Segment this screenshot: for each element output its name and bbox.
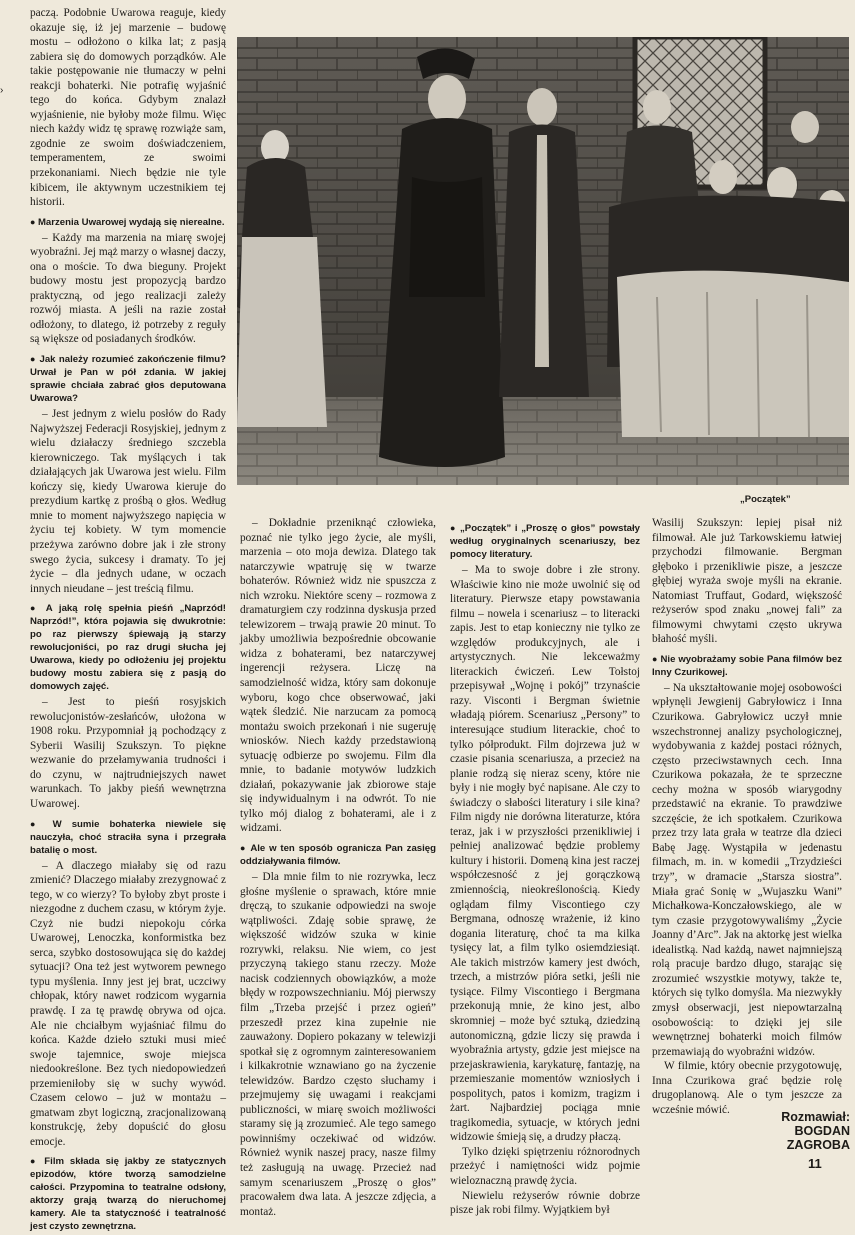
interview-answer: – Jest to pieśń rosyjskich rewolucjonistów-zesłańców, ułożona w 1908 roku. Przypomniał ją pochodzący z Syberii Wasilij Szukszyn. To piękne wezwanie do przełamywania trudności i do czynu, w najtrudniejszych nawet warunkach. To jakby pieśń wewnętrzna Uwarowej. [30,696,226,810]
byline-label: Rozmawiał: [781,1110,850,1124]
interview-question: ● Ale w ten sposób ogranicza Pan zasięg oddziaływania filmów. [240,842,436,868]
interview-answer: paczą. Podobnie Uwarowa reaguje, kiedy okazuje się, iż jej marzenie – budowę mostu – odłożono o kilka lat; z pasją zabiera się do domowych porządków. Ale takie postępowanie nie tłumaczy w pełni reakcji bohaterki. Nie potrafię wyjaśnić tego do końca. Gdybym znalazł wyjaśnienie, nie byłoby może filmu. Więc niech każdy widz tę sprawę rozwiąże sam, zgodnie ze swoim doświadczeniem, temperamentem, ze swoimi przekonaniami. Niech będzie nie tyle kibicem, ile aktywnym uczestnikiem tej historii. [30,7,226,209]
interview-answer: W filmie, który obecnie przygotowuję, Inna Czurikowa grać będzie rolę drugoplanową. Ale o tym jeszcze za wcześnie mówić. [652,1060,842,1116]
text-column-2 [240,516,436,1219]
interview-answer: – A dlaczego miałaby się od razu zmienić? Dlaczego miałaby zrezygnować z tego, w co wierzy? To byłoby zbyt proste i niezgodne z duchem czasu, w którym żyje. Czyż nie budzi niepokoju córka Uwarowej, Lenoczka, konformistka bez serca, szybko dostosowująca się do każdej sytuacji? Ona też jest wytworem pewnego typu myślenia. Inny jest jej brat, uczciwy chłopak, który nawet rodzicom wygarnia prawdę. I za tę prawdę obrywa od ojca. Ale nie chciałbym wyjaśniać filmu do końca. Każde dzieło sztuki musi mieć swoje tajemnice, swoje miejsca niedookreślone. Bez tych niedopowiedzeń przemieniłoby się w suchy wywód. Czasem celowo – już w montażu – gmatwam zbyt logiczną, zracjonalizowaną konstrukcję, żeby dopuścić do głosu emocje. [30,859,226,1148]
interview-question: ● Jak należy rozumieć zakończenie filmu? Urwał je Pan w pół zdania. W jakiej sprawie chciała zabrać głos deputowana Uwarowa? [30,353,226,405]
interview-question: ● „Początek” i „Proszę o głos” powstały według oryginalnych scenariuszy, bez pomocy literatury. [450,522,640,561]
text-column-4 [652,516,842,1117]
interview-answer: Tylko dzięki spiętrzeniu różnorodnych przeżyć i namiętności widz pojmie wieloznaczną prawdę życia. [450,1145,640,1187]
film-still-photo [237,37,849,485]
interview-question: ● Film składa się jakby ze statycznych epizodów, które tworzą samodzielne całości. Przypomina to teatralne odsłony, aktorzy grają twarzą do nieruchomej kamery. Ale ta statyczność i teatralność jest czysto zewnętrzna. [30,1155,226,1233]
page-number: 11 [808,1156,822,1171]
interview-answer: – Jest jednym z wielu posłów do Rady Najwyższej Federacji Rosyjskiej, jednym z wielu działaczy średniego szczebla kierowniczego. Tak myślących i tak działających jak Uwarowa jest wielu. Film kończy się, kiedy Uwarowa kieruje do prezydium kartkę z prośbą o głos. Według mnie to moment najwyższego napięcia w życiu tej kobiety. W tym momencie przeżywa zarówno dobre jak i złe strony swego życia, sukcesy i dramaty. To jej życie – dla jednych udane, w oczach innych nieudane – jest treścią filmu. [30,408,226,595]
text-column-1 [30,6,226,1235]
interviewer-byline [700,1110,850,1152]
interview-question: ● W sumie bohaterka niewiele się nauczyła, choć straciła syna i przegrała batalię o most. [30,818,226,857]
byline-first-name: BOGDAN [794,1124,850,1138]
interview-answer: – Na ukształtowanie mojej osobowości wpłynęli Jewgienij Gabryłowicz i Inna Czurikowa. Gabryłowicz uczył mnie wszechstronnej analizy psychologicznej, wydobywania z każdej postaci różnych, często przeciwstawnych cech. Inna Czurikowa pokazała, że te sprzeczne cechy można w sposób wiarygodny przedstawić na ekranie. To prawdziwe szczęście, że ich spotkałem. Czurikowa przez trzy lata grała w teatrze dla dzieci Babę Jagę. Wystąpiła w jedenastu filmach, m. in. w komedii „Trzydzieści trzy”, w dramacie „Starsza siostra”. Miała grać Sonię w „Wujaszku Wani” Michałkowa-Konczałowskiego, ale w tym czasie przygotowywaliśmy „Życie Joanny d’Arc”. Jak na aktorkę jest wielka idealistką. Nad każdą, nawet najmniejszą rolą pracuje bardzo długo, starając się zrozumieć wszystkie motywy, także te, których się tylko domyśla. Ma niezwykły zmysł obserwacji, jest niepowtarzalną osobowością: to dzięki jej sile wewnętrznej bohaterki moich filmów przemawiają do wyobraźni widzów. [652,681,842,1058]
interview-answer: – Dla mnie film to nie rozrywka, lecz głośne myślenie o sprawach, które mnie dręczą, to szukanie odpowiedzi na swoje wątpliwości. Zdaję sobie sprawę, że większość widzów szuka w kinie rozrywki, relaksu. Nie wiem, co jest przyczyną takiego stanu rzeczy. Może nacisk codziennych obowiązków, a może błędy w rozpowszechnianiu. Mój pierwszy film „Trzeba przejść i przez ogień” przeszedł przez kina zupełnie nie zauważony. Dopiero pokazany w telewizji spotkał się z ogromnym zainteresowaniem i kilkakrotnie wznawiano go na życzenie telewidzów. Bardzo często słuchamy i przejmujemy się uwagami i reakcjami publiczności, w miarę swoich możliwości staramy się ją zrozumieć. Ale tego samego powinniśmy oczekiwać od widzów. Również wynik naszej pracy, nasze filmy też zasługują na uwagę. Przecież nad samym scenariuszem „Proszę o głos” pracowałem dwa lata. A jeszcze zdjęcia, a montaż. [240,871,436,1218]
interview-answer: Wasilij Szukszyn: lepiej pisał niż filmował. Ale już Tarkowskiemu łatwiej przychodzi filmowanie. Bergman głęboko i przenikliwie pisze, a jeszcze głębiej wyraża swoje myśli na ekranie. Natomiast Truffaut, Godard, większość reżyserów spod znaku „nowej fali” za filmowymi chwytami często ukrywa błahość myśli. [652,517,842,646]
interview-question: ● Nie wyobrażamy sobie Pana filmów bez Inny Czurikowej. [652,653,842,679]
interview-answer: – Ma to swoje dobre i złe strony. Właściwie kino nie może uwolnić się od literatury. Pierwsze etapy powstawania filmu – nowela i scenariusz – to literacki zapis. Jest to etap konieczny nie tylko ze względów produkcyjnych, ale i artystycznych. Nie lekceważmy literackich ćwiczeń. Lew Tołstoj przepisywał „Wojnę i pokój” trzynaście razy. Visconti i Bergman świetnie władają piórem. Scenariusz „Persony” to interesujące studium literackie, choć to tylko półprodukt. Film dojrzewa już w czasie pisania scenariusza, a przecież na planie rodzą się nieraz sceny, które nie były i nie mogły być napisane. Ale czy to świadczy o słabości literatury i sile kina? Film nigdy nie dorówna literaturze, która teraz, jak i w przyszłości przenikliwiej i pełniej analizować będzie problemy kultury i historii. Domeną kina jest raczej współczesność z jej gorączkową zmiennością, nieokreślonością. Kiedy oglądam filmy Viscontiego czy Bergmana, odnoszę wrażenie, iż kino dogania literaturę, choć ta ma kilka tysięcy lat, a film tylko osiemdziesiąt. Ale takich mistrzów kamery jest dwóch, trzech, a mistrzów pióra setki, jeśli nie tysiące. Filmy Viscontiego i Bergmana przekonują mnie, że kino jest, albo skromniej – może być sztuką, dziedziną autonomiczną, gdzie liczy się prawda i wyobraźnia artysty, gdzie jest miejsce na przejaskrawienia, karykaturę, fantazję, na przemieszanie momentów wzniosłych i pospolitych, patos i komizm, tragizm i żart. Najbardziej pociąga mnie tragikomedia, sytuacje, w których jedni widzowie śmieją się, a drudzy płaczą. [450,564,640,1144]
interview-question: ● Marzenia Uwarowej wydają się nierealne. [30,216,226,229]
interview-answer: – Każdy ma marzenia na miarę swojej wyobraźni. Jej mąż marzy o własnej daczy, ona o moście. To dwa bieguny. Projekt budowy mostu jest propozycją bardzo praktyczną, od jego realizacji zależy rozwój miasta. A jeśli na razie został odłożony, to dlatego, iż potrzeby z reguły są większe od posiadanych środków. [30,231,226,346]
margin-mark: › [0,85,4,96]
byline-last-name: ZAGROBA [786,1138,850,1152]
interview-answer: – Dokładnie przeniknąć człowieka, poznać nie tylko jego życie, ale myśli, marzenia – oto moja dewiza. Dlatego tak natarczywie wpatruję się w twarze bohaterów. Również widz nie spuszcza z nich wzroku. Niektóre sceny – rozmowa z dramaturgiem czy rodzinna dyskusja przed telewizorem – trwają prawie 20 minut. To jakby umożliwia bezpośrednie obcowanie widza z bohaterami, bez natarczywej ingerencji reżysera. Liczę na samodzielność widza, który sam dokonuje wyboru, kogo chce obserwować, jaki wątek śledzić. Nie narzucam za pomocą montażu swoich przekonań i nie sugeruję wniosków. Niech każdy przedstawioną sytuację odbierze po swojemu. Film dla mnie, to badanie motywów ludzkich działań, pokazywanie jak zbiorowe staje się indywidualnym i na odwrót. To nie tylko mój dialog z bohaterami, ale i z widzami. [240,517,436,835]
text-column-3 [450,516,640,1218]
photo-caption: „Początek” [740,494,791,505]
interview-answer: Niewielu reżyserów równie dobrze pisze jak robi filmy. Wyjątkiem był [450,1189,640,1217]
interview-question: ● A jaką rolę spełnia pieśń „Naprzód! Naprzód!”, która pojawia się dwukrotnie: po raz pierwszy śpiewają ją starzy rewolucjoniści, po raz drugi słucha jej Uwarowa, kiedy po odłożeniu jej projektu budowy mostu zabiera się z pasją do domowych zajęć. [30,602,226,693]
